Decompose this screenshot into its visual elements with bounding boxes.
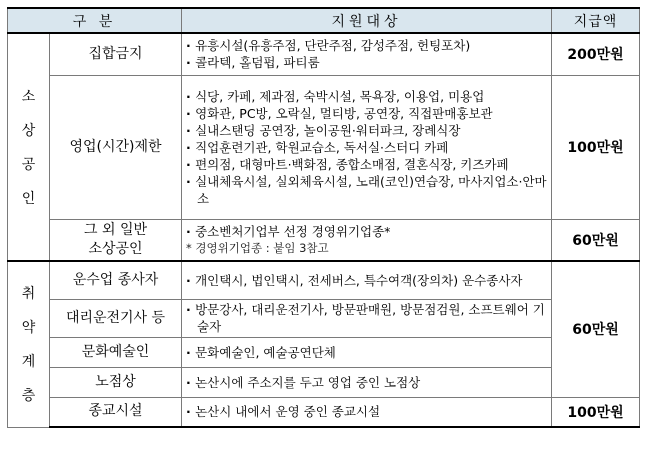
header-row <box>8 8 640 33</box>
target-cell <box>182 337 552 367</box>
category-cell: 집합금지 <box>50 33 182 75</box>
header-target: 지원대상 <box>182 8 552 33</box>
list-item: · 콜라텍, 홀덤펍, 파티룸 <box>186 54 547 71</box>
table-row <box>8 299 640 337</box>
target-cell <box>182 261 552 299</box>
table-row <box>8 33 640 75</box>
amount-cell: 200만원 <box>552 33 640 75</box>
list-item: · 실내체육시설, 실외체육시설, 노래(코인)연습장, 마사지업소·안마소 <box>186 173 547 207</box>
list-item: · 실내스탠딩 공연장, 놀이공원·워터파크, 장례식장 <box>186 122 547 139</box>
category-cell: 노점상 <box>50 367 182 397</box>
support-table <box>7 7 640 428</box>
target-cell <box>182 367 552 397</box>
table-row <box>8 397 640 427</box>
group-char: 취 <box>21 286 36 303</box>
list-item: · 식당, 카페, 제과점, 숙박시설, 목욕장, 이용업, 미용업 <box>186 88 547 105</box>
category-cell: 종교시설 <box>50 397 182 427</box>
table-row <box>8 261 640 299</box>
amount-cell: 60만원 <box>552 261 640 397</box>
target-cell <box>182 219 552 261</box>
amount-cell: 100만원 <box>552 397 640 427</box>
list-item: · 방문강사, 대리운전기사, 방문판매원, 방문점검원, 소프트웨어 기술자 <box>186 301 547 335</box>
list-item: · 유흥시설(유흥주점, 단란주점, 감성주점, 헌팅포차) <box>186 37 547 54</box>
list-item: · 문화예술인, 예술공연단체 <box>186 344 547 361</box>
target-cell <box>182 33 552 75</box>
group-char: 계 <box>21 354 36 371</box>
list-item: · 편의점, 대형마트·백화점, 종합소매점, 결혼식장, 키즈카페 <box>186 156 547 173</box>
table-row <box>8 75 640 219</box>
group-label-small-business <box>8 33 50 261</box>
category-cell: 운수업 종사자 <box>50 261 182 299</box>
amount-cell: 100만원 <box>552 75 640 219</box>
list-item: · 논산시에 주소지를 두고 영업 중인 노점상 <box>186 374 547 391</box>
header-category: 구 분 <box>8 8 182 33</box>
list-item: · 영화관, PC방, 오락실, 멀티방, 공연장, 직접판매홍보관 <box>186 105 547 122</box>
category-cell: 문화예술인 <box>50 337 182 367</box>
group-char: 공 <box>21 157 36 173</box>
table-row <box>8 219 640 261</box>
category-cell: 영업(시간)제한 <box>50 75 182 219</box>
table-row <box>8 367 640 397</box>
group-char: 소 <box>21 89 36 105</box>
amount-cell: 60만원 <box>552 219 640 261</box>
table-row <box>8 337 640 367</box>
target-cell <box>182 75 552 219</box>
list-item: · 논산시 내에서 운영 중인 종교시설 <box>186 403 547 420</box>
group-char: 인 <box>21 191 36 207</box>
category-cell <box>50 219 182 261</box>
group-char: 약 <box>21 320 36 337</box>
footnote: * 경영위기업종 : 붙임 3참고 <box>186 240 329 255</box>
target-cell <box>182 397 552 427</box>
group-char: 상 <box>21 123 36 139</box>
group-label-vulnerable <box>8 261 50 427</box>
header-amount: 지급액 <box>552 8 640 33</box>
target-cell <box>182 299 552 337</box>
list-item: · 직업훈련기관, 학원교습소, 독서실·스터디 카페 <box>186 139 547 156</box>
list-item: · 개인택시, 법인택시, 전세버스, 특수여객(장의차) 운수종사자 <box>186 272 547 289</box>
category-cell: 대리운전기사 등 <box>50 299 182 337</box>
group-char: 층 <box>21 388 36 405</box>
category-line: 소상공인 <box>88 240 143 257</box>
list-item: · 중소벤처기업부 선정 경영위기업종* <box>186 223 547 240</box>
category-line: 그 외 일반 <box>84 221 147 238</box>
